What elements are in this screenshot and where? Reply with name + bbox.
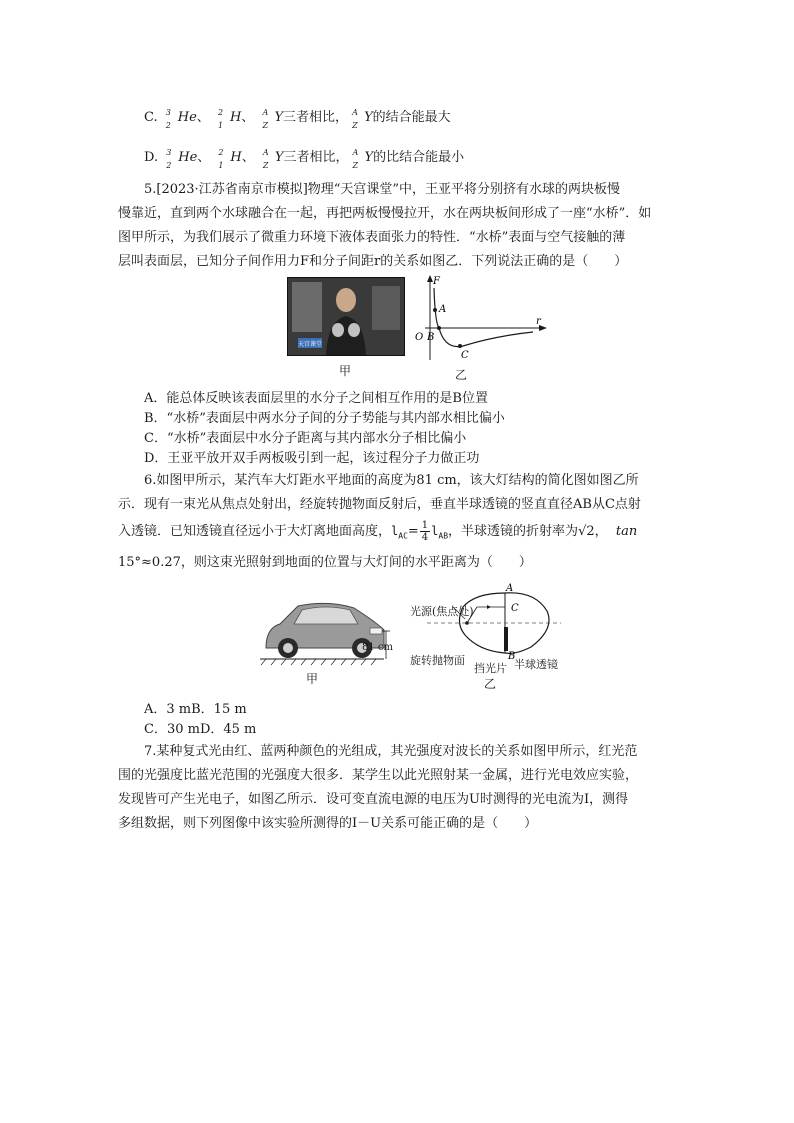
graph-origin-label: O — [415, 332, 424, 343]
q5-option-d[interactable]: D．王亚平放开双手两板吸引到一起，该过程分子力做正功 — [144, 451, 480, 466]
q5-option-a[interactable]: A．能总体反映该表面层里的水分子之间相互作用的是B位置 — [144, 391, 488, 406]
graph-point-a: A — [439, 304, 447, 315]
l-ab-sub: AB — [438, 531, 449, 541]
graph-y-axis-label: F — [433, 276, 440, 287]
q6-comma: ， — [594, 524, 608, 539]
q6-option-a[interactable]: A．3 m — [144, 702, 192, 717]
graph-point-c: C — [461, 350, 469, 361]
q6-line-4: 15°≈0.27，则这束光照射到地面的位置与大灯间的水平距离为（ ） — [118, 555, 532, 570]
nuclide-he3: 3 2 — [166, 148, 172, 170]
tan-text: tan — [615, 524, 638, 539]
light-source-label: 光源(焦点处) — [410, 605, 474, 618]
photo-badge: 天宫课堂 — [297, 341, 323, 348]
q6-fig-b-label: 乙 — [484, 677, 497, 691]
q6-option-b[interactable]: B．15 m — [191, 702, 247, 717]
q5-line-1: 5.[2023·江苏省南京市模拟]物理“天宫课堂”中，王亚平将分别挤有水球的两块板慢 — [144, 182, 621, 197]
q6-line-1: 6.如图甲所示，某汽车大灯距水平地面的高度为81 cm，该大灯结构的简化图如图乙所 — [144, 473, 639, 488]
q6-fig-a-label: 甲 — [306, 672, 319, 686]
q6-line-3 — [118, 520, 637, 547]
nuclide-he3: 3 2 — [165, 108, 171, 130]
nuclide-h2: 2 1 — [218, 148, 224, 170]
sqrt-two: √2 — [578, 524, 595, 539]
force-distance-graph — [405, 270, 550, 365]
lamp-point-b: B — [508, 651, 516, 662]
option-c-nuclear: C. 3 2 He、 2 1 H、 A Z Y三者相比， A Z Y的结合能最大 — [144, 108, 451, 130]
q5-line-3: 图甲所示，为我们展示了微重力环境下液体表面张力的特性．“水桥”表面与空气接触的薄 — [118, 230, 626, 245]
nuclide-y: A Z — [352, 108, 358, 130]
q6-option-c[interactable]: C．30 m — [144, 722, 200, 737]
q7-line-1: 7.某种复式光由红、蓝两种颜色的光组成，其光强度对波长的关系如图甲所示，红光范 — [144, 744, 638, 759]
car-height-label: 81 cm — [362, 642, 393, 653]
nuclide-y: A Z — [352, 148, 359, 170]
q6-options-row-1 — [144, 700, 247, 720]
parabolic-mirror-label: 旋转抛物面 — [410, 654, 465, 667]
q6-option-d[interactable]: D．45 m — [199, 722, 257, 737]
astronaut-photo — [287, 277, 405, 356]
q6-line-3-text: 入透镜．已知透镜直径远小于大灯离地面高度， — [118, 524, 392, 539]
q7-line-4: 多组数据，则下列图像中该实验所测得的I－U关系可能正确的是（ ） — [118, 816, 538, 831]
q5-line-2: 慢靠近，直到两个水球融合在一起，再把两板慢慢拉开，水在两块板间形成了一座“水桥”．如 — [118, 206, 652, 221]
car-figure — [258, 598, 398, 668]
l-ab: l — [431, 524, 439, 538]
nuclide-y: A Z — [262, 108, 269, 130]
q5-fig-a-label: 甲 — [339, 364, 352, 378]
shield-label: 挡光片 — [474, 662, 507, 675]
equals-sign: = — [407, 524, 419, 539]
q5-option-b[interactable]: B．“水桥”表面层中两水分子间的分子势能与其内部水相比偏小 — [144, 411, 505, 426]
q5-option-c[interactable]: C．“水桥”表面层中水分子距离与其内部水分子相比偏小 — [144, 431, 467, 446]
q5-line-4: 层叫表面层，已知分子间作用力F和分子间距r的关系如图乙．下列说法正确的是（ ） — [118, 254, 628, 269]
q5-fig-b-label: 乙 — [455, 368, 468, 382]
q7-line-3: 发现皆可产生光电子，如图乙所示．设可变直流电源的电压为U时测得的光电流为I，测得 — [118, 792, 629, 807]
option-letter: C. — [144, 110, 158, 125]
graph-point-b: B — [427, 332, 435, 343]
l-ac-sub: AC — [398, 531, 408, 541]
lens-label: 半球透镜 — [514, 658, 558, 671]
quarter-fraction: $\frac{1}{4}$ — [421, 520, 429, 543]
q6-line-2: 示．现有一束光从焦点处射出，经旋转抛物面反射后，垂直半球透镜的竖直直径AB从C点射 — [118, 497, 641, 512]
lamp-structure-figure — [405, 583, 575, 663]
option-d-nuclear: D. 3 2 He、 2 1 H、 A Z Y三者相比， A Z Y的比结合能最小 — [144, 148, 465, 170]
l-ac: l — [391, 524, 399, 538]
q6-line-3-mid: ，半球透镜的折射率为 — [448, 524, 579, 539]
nuclide-h2: 2 1 — [217, 108, 224, 130]
lamp-point-c: C — [511, 603, 519, 614]
graph-x-axis-label: r — [536, 316, 541, 327]
q6-options-row-2 — [144, 720, 256, 740]
q7-line-2: 围的光强度比蓝光范围的光强度大很多．某学生以此光照射某一金属，进行光电效应实验， — [118, 768, 639, 783]
nuclide-y: A Z — [262, 148, 269, 170]
lamp-point-a: A — [506, 583, 514, 594]
